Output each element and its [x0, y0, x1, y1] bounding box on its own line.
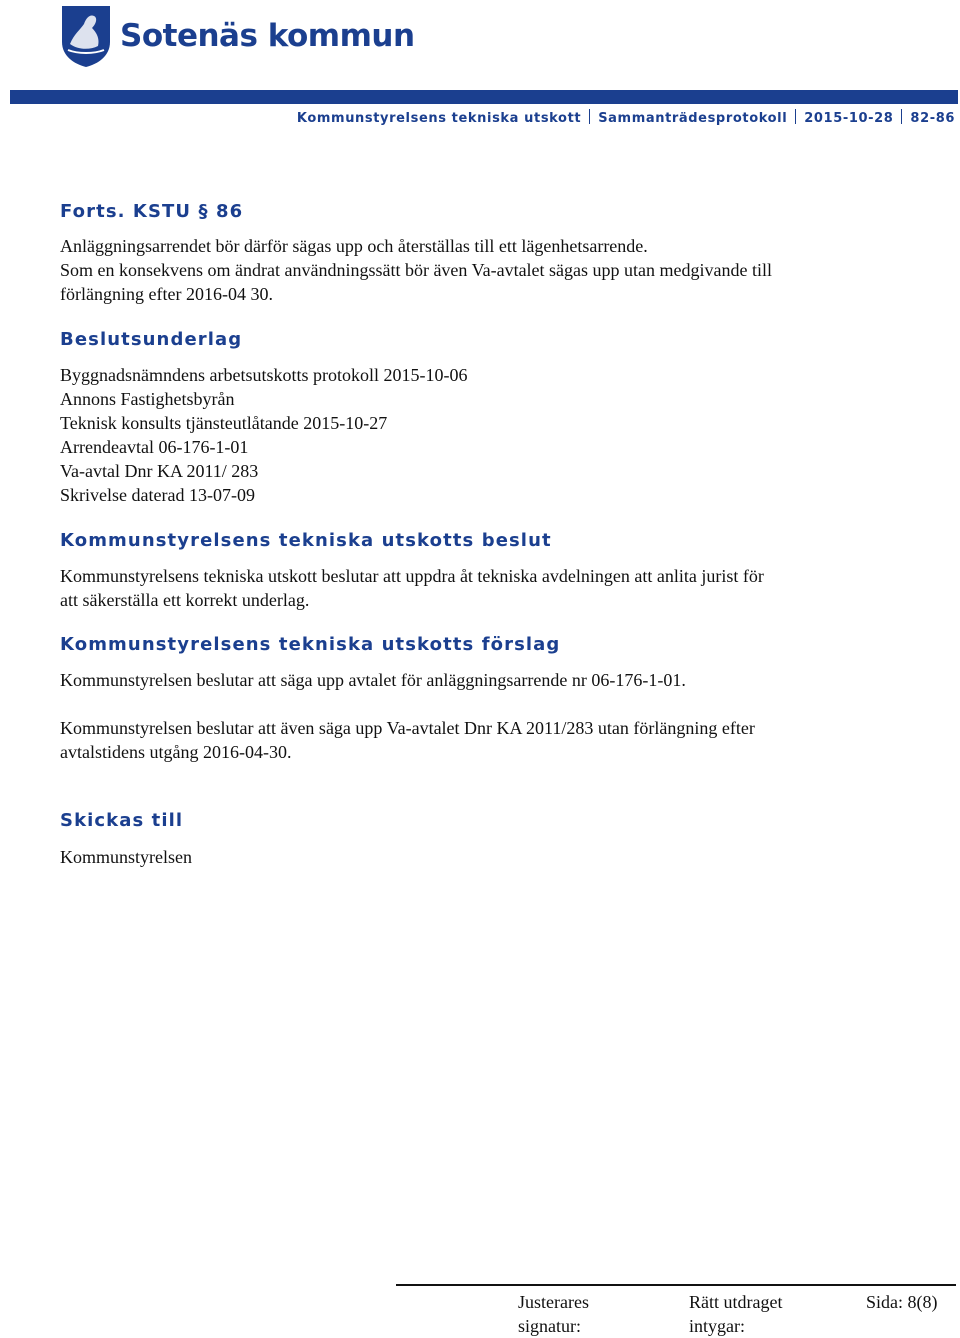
forslag-paragraph-2 — [60, 716, 920, 764]
header-date: 2015-10-28 — [804, 111, 894, 126]
recipient: Kommunstyrelsen — [60, 847, 192, 867]
beslut-heading: Kommunstyrelsens tekniska utskotts beslut — [60, 530, 552, 551]
header-separator — [589, 109, 590, 124]
intro-line: Anläggningsarrendet bör därför sägas upp och återställas till ett lägenhetsarrende. — [60, 236, 648, 256]
skickas-recipient — [60, 845, 920, 869]
header-separator — [901, 109, 902, 124]
justerares-signature — [518, 1290, 589, 1338]
beslutsunderlag-heading: Beslutsunderlag — [60, 329, 243, 350]
beslutsunderlag-list — [60, 363, 920, 507]
ratt-utdraget — [689, 1290, 782, 1338]
header-committee: Kommunstyrelsens tekniska utskott — [296, 111, 582, 126]
header-section-range: 82-86 — [910, 111, 955, 126]
forslag-line: Kommunstyrelsen beslutar att säga upp avtalet för anläggningsarrende nr 06-176-1-01. — [60, 670, 686, 690]
skickas-heading: Skickas till — [60, 810, 184, 831]
footer-label: signatur: — [518, 1316, 581, 1336]
intro-line: Som en konsekvens om ändrat användningssätt bör även Va-avtalet sägas upp utan medgivande till — [60, 260, 773, 280]
forslag-paragraph-1 — [60, 668, 920, 692]
municipality-logo — [60, 4, 415, 68]
forslag-line: Kommunstyrelsen beslutar att även säga upp Va-avtalet Dnr KA 2011/283 utan förlängning efter — [60, 718, 755, 738]
beslut-paragraph — [60, 564, 920, 612]
page-number: Sida: 8(8) — [866, 1292, 938, 1312]
beslut-line: att säkerställa ett korrekt underlag. — [60, 590, 310, 610]
intro-paragraph — [60, 234, 920, 306]
list-item: Byggnadsnämndens arbetsutskotts protokoll 2015-10-06 — [60, 365, 468, 385]
footer-divider — [396, 1284, 956, 1286]
running-header — [297, 109, 955, 126]
coat-of-arms-icon — [60, 4, 112, 68]
forslag-line: avtalstidens utgång 2016-04-30. — [60, 742, 292, 762]
header-bar — [10, 90, 958, 104]
header-doc-type: Sammanträdesprotokoll — [598, 111, 788, 126]
header-separator — [795, 109, 796, 124]
list-item: Skrivelse daterad 13-07-09 — [60, 485, 255, 505]
footer-label: intygar: — [689, 1316, 745, 1336]
list-item: Va-avtal Dnr KA 2011/ 283 — [60, 461, 259, 481]
intro-line: förlängning efter 2016-04 30. — [60, 284, 273, 304]
beslut-line: Kommunstyrelsens tekniska utskott beslutar att uppdra åt tekniska avdelningen att anlita jurist för — [60, 566, 764, 586]
footer-label: Rätt utdraget — [689, 1292, 783, 1312]
list-item: Annons Fastighetsbyrån — [60, 389, 235, 409]
list-item: Teknisk konsults tjänsteutlåtande 2015-10-27 — [60, 413, 388, 433]
list-item: Arrendeavtal 06-176-1-01 — [60, 437, 249, 457]
logo-text: Sotenäs kommun — [120, 18, 415, 54]
forts-title: Forts. KSTU § 86 — [60, 201, 244, 222]
forslag-heading: Kommunstyrelsens tekniska utskotts förslag — [60, 634, 561, 655]
footer-label: Justerares — [518, 1292, 589, 1312]
